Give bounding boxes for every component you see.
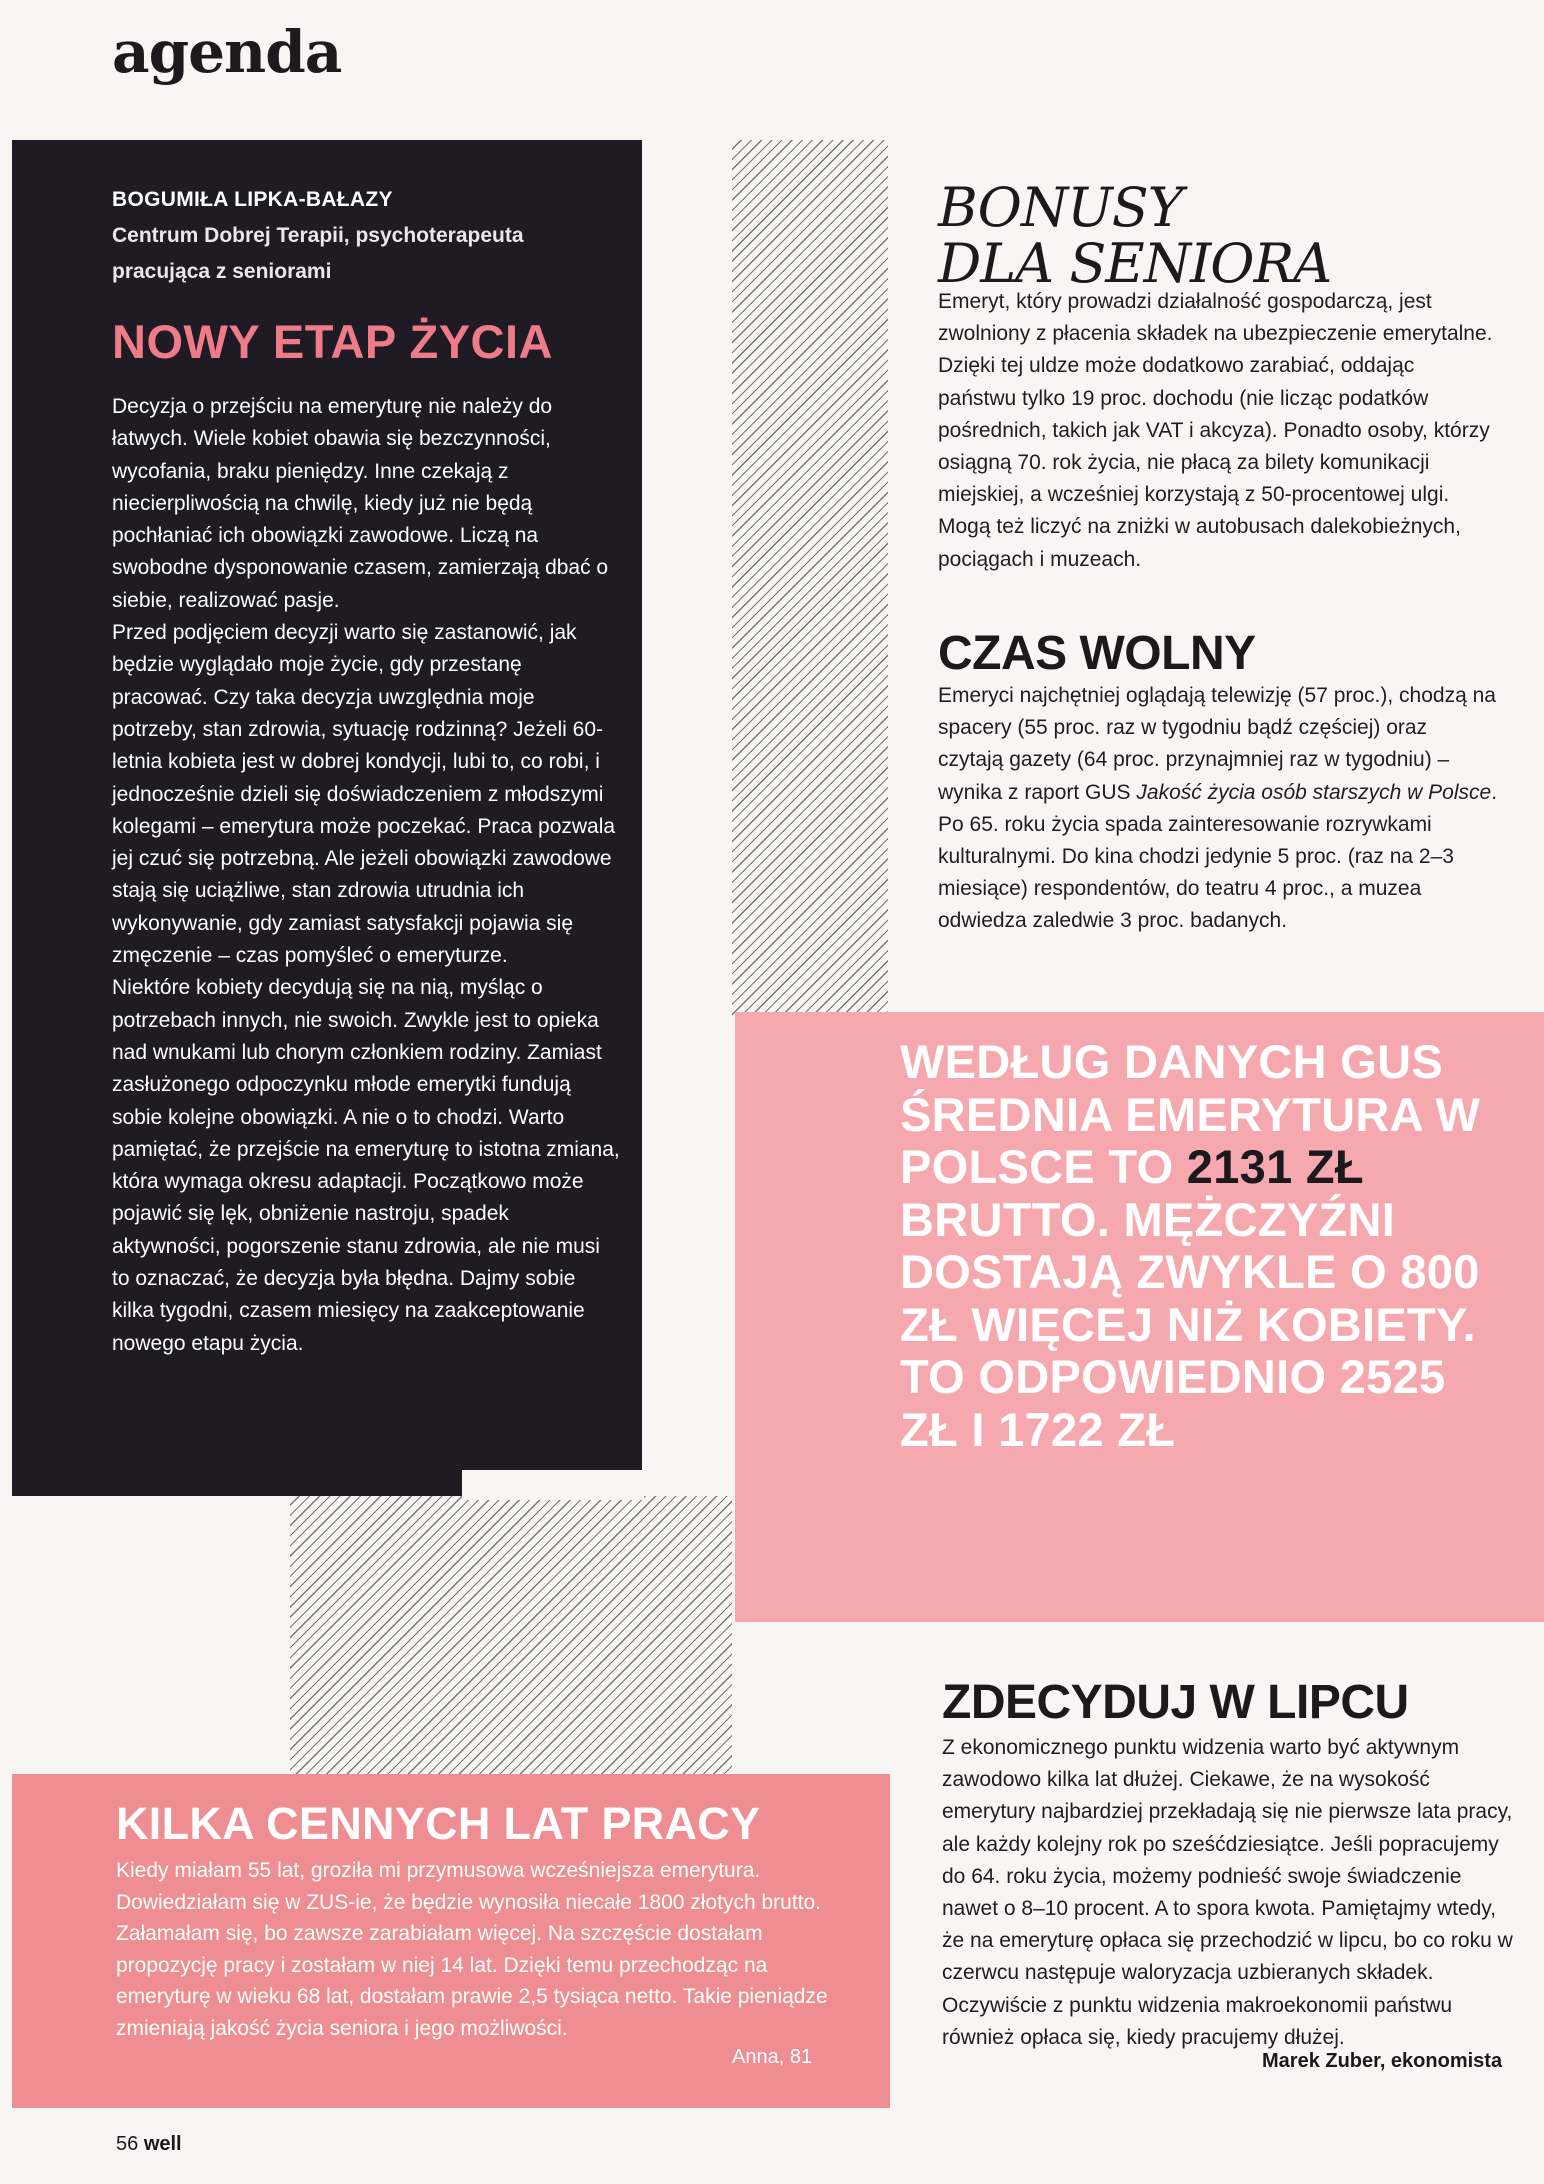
expert-panel-notch: [462, 1470, 644, 1500]
expert-role-line1: Centrum Dobrej Terapii, psychoterapeuta: [112, 224, 524, 247]
report-title: Jakość życia osób starszych w Polsce: [1136, 780, 1492, 804]
free-time-body: [938, 680, 1498, 938]
expert-paragraph: Przed podjęciem decyzji warto się zastanowić, jak będzie wyglądało moje życie, gdy przestanę pracować. Czy taka decyzja uwzględnia moje potrzeby, stan zdrowia, sytuację rodzinną? Jeżeli 60-letnia kobieta jest w dobrej kondycji, lubi to, co robi, i jednocześnie dzieli się doświadczeniem z młodszymi kolegami – emerytura może poczekać. Praca pozwala jej czuć się potrzebną. Ale jeżeli obowiązki zawodowe stają się uciążliwe, stan zdrowia utrudnia ich wykonywanie, gdy zamiast satysfakcji pojawia się zmęczenie – czas pomyśleć o emeryturze.: [112, 621, 616, 968]
bonus-body: Emeryt, który prowadzi działalność gospodarczą, jest zwolniony z płacenia składek na ubezpieczenie emerytalne. Dzięki tej uldze może dodatkowo zarabiać, oddając państwu tylko 19 proc. dochodu (nie licząc podatków pośrednich, takich jak VAT i akcyza). Ponadto osoby, którzy osiągną 70. rok życia, nie płacą za bilety komunikacji miejskiej, a wcześniej korzystają z 50-procentowej ulgi. Mogą też liczyć na zniżki w autobusach dalekobieżnych, pociągach i muzeach.: [938, 290, 1493, 571]
testimonial-author: Anna, 81: [732, 2046, 813, 2068]
page-footer: [116, 2133, 182, 2156]
expert-paragraph: Niektóre kobiety decydują się na nią, myśląc o potrzebach innych, nie swoich. Zwykle jest to opieka nad wnukami lub chorym członkiem rodziny. Zamiast zasłużonego odpoczynku młode emerytki fundują sobie kolejne obowiązki. A nie o to chodzi. Warto pamiętać, że przejście na emeryturę to istotna zmiana, która wymaga okresu adaptacji. Początkowo może pojawić się lęk, obniżenie nastroju, spadek aktywności, pogorszenie stanu zdrowia, ale nie musi to oznaczać, że decyzja była błędna. Dajmy sobie kilka tygodni, czasem miesięcy na zaakceptowanie nowego etapu życia.: [112, 976, 620, 1355]
stat-text-part: WEDŁUG DANYCH GUS ŚREDNIA EMERYTURA W POLSCE TO: [900, 1035, 1481, 1193]
stat-text-part: BRUTTO. MĘŻCZYŹNI DOSTAJĄ ZWYKLE O 800 ZŁ WIĘCEJ NIŻ KOBIETY. TO ODPOWIEDNIO 2525 ZŁ I 1722 ZŁ: [900, 1192, 1480, 1456]
hatch-pattern-top: [732, 140, 888, 1016]
expert-body: [112, 391, 622, 1360]
expert-paragraph: Decyzja o przejściu na emeryturę nie należy do łatwych. Wiele kobiet obawia się bezczynności, wycofania, braku pieniędzy. Inne czekają z niecierpliwością na chwilę, kiedy już nie będą pochłaniać ich obowiązki zawodowe. Liczą na swobodne dysponowanie czasem, zamierzają dbać o siebie, realizować pasje.: [112, 395, 609, 612]
expert-role-line2: pracująca z seniorami: [112, 260, 332, 283]
bonus-heading-line1: BONUSY: [938, 176, 1183, 239]
testimonial-body: Kiedy miałam 55 lat, groziła mi przymusowa wcześniejsza emerytura. Dowiedziałam się w ZUS-ie, że będzie wynosiła niecałe 1800 złotych brutto. Załamałam się, bo zawsze zarabiałam więcej. Na szczęście dostałam propozycję pracy i zostałam w niej 14 lat. Dzięki temu przechodząc na emeryturę w wieku 68 lat, dostałam prawie 2,5 tysiąca netto. Takie pieniądze zmieniają jakość życia seniora i jego możliwości.: [116, 1859, 828, 2040]
magazine-brand: well: [143, 2133, 182, 2155]
expert-name: BOGUMIŁA LIPKA-BAŁAZY: [112, 188, 393, 211]
decision-body: Z ekonomicznego punktu widzenia warto być aktywnym zawodowo kilka lat dłużej. Ciekawe, że na wysokość emerytury najbardziej przekładają się nie pierwsze lata pracy, ale każdy kolejny rok po sześćdziesiątce. Jeśli popracujemy do 64. roku życia, możemy podnieść swoje świadczenie nawet o 8–10 procent. A to spora kwota. Pamiętajmy wtedy, że na emeryturę opłaca się przechodzić w lipcu, bo co roku w czerwcu następuje waloryzacja uzbieranych składek. Oczywiście z punktu widzenia makroekonomii państwu również opłaca się, kiedy pracujemy dłużej.: [942, 1736, 1513, 2049]
stat-text: [900, 1036, 1500, 1456]
free-time-text: . Po 65. roku życia spada zainteresowanie rozrywkami kulturalnymi. Do kina chodzi jedynie 5 proc. (raz na 2–3 miesiące) respondentów, do teatru 4 proc., a muzea odwiedza zaledwie 3 proc. badanych.: [938, 780, 1498, 933]
stat-highlight: 2131 ZŁ: [1186, 1140, 1364, 1193]
expert-role: [112, 218, 592, 290]
decision-heading: ZDECYDUJ W LIPCU: [942, 1676, 1409, 1729]
free-time-heading: CZAS WOLNY: [938, 627, 1256, 680]
section-label: agenda: [112, 18, 342, 86]
hatch-pattern-bottom: [290, 1496, 732, 1776]
expert-heading: NOWY ETAP ŻYCIA: [112, 315, 553, 368]
free-time-text: Emeryci najchętniej oglądają telewizję (57 proc.), chodzą na spacery (55 proc. raz w tygodniu bądź częściej) oraz czytają gazety (64 proc. przynajmniej raz w tygodniu) – wynika z raport GUS: [938, 684, 1496, 804]
decision-author: Marek Zuber, ekonomista: [1262, 2050, 1503, 2072]
bonus-heading: [938, 176, 1332, 295]
bonus-heading-line2: DLA SENIORA: [938, 232, 1332, 295]
page-number: 56: [116, 2133, 139, 2155]
testimonial-heading: KILKA CENNYCH LAT PRACY: [116, 1798, 761, 1849]
